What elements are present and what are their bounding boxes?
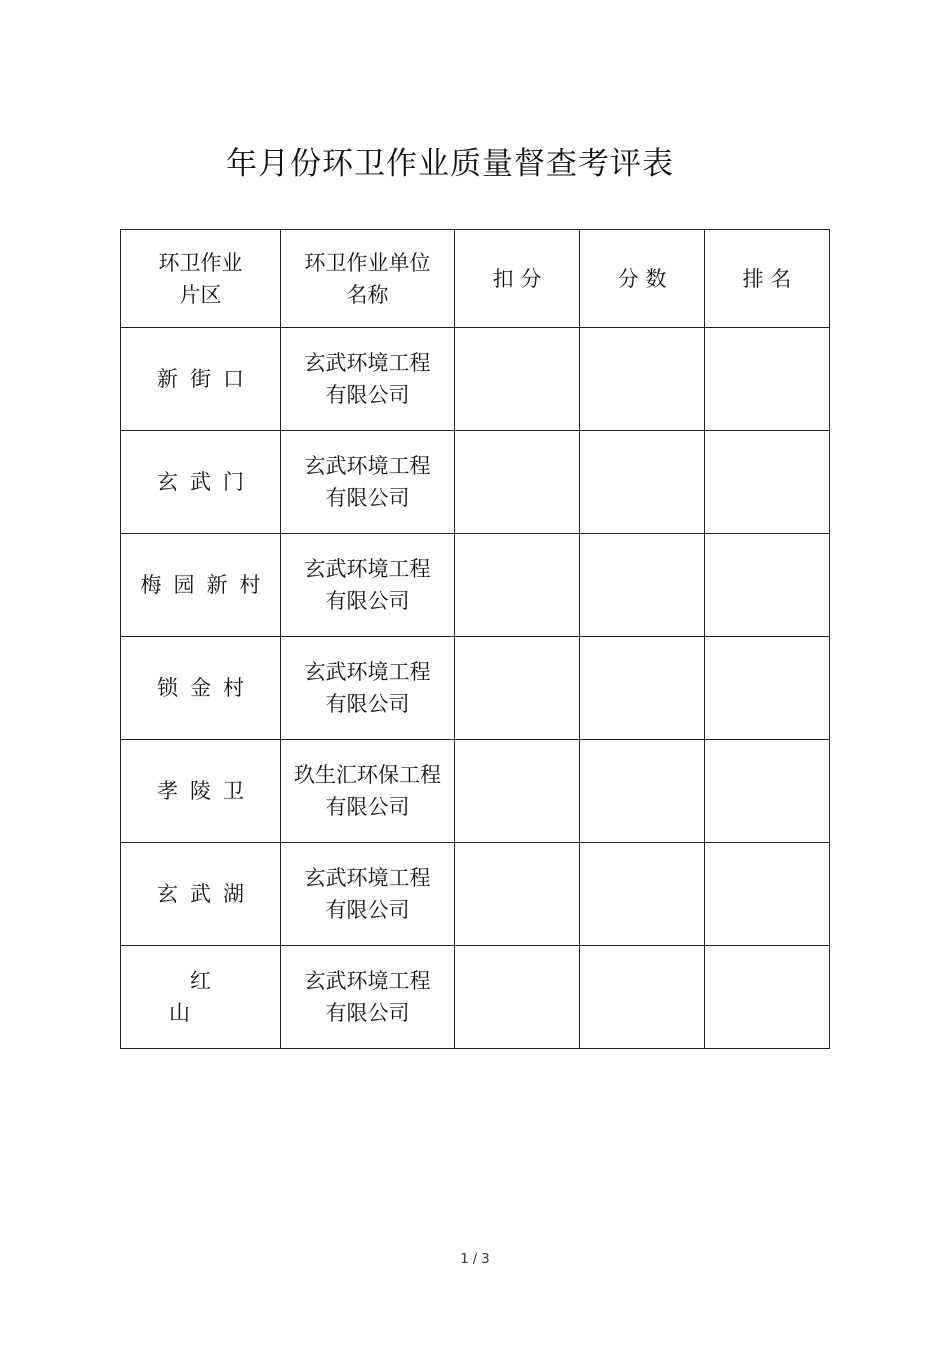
header-unit (281, 230, 455, 328)
area-name: 玄武门 (157, 470, 256, 494)
area-name: 红山 (169, 969, 253, 1025)
header-area-line1: 环卫作业 (158, 250, 243, 275)
cell-area (121, 637, 281, 740)
header-unit-line1: 环卫作业单位 (304, 250, 431, 275)
cell-area (121, 534, 281, 637)
table-header-row (121, 230, 830, 328)
document-title: 年月份环卫作业质量督查考评表 (226, 146, 674, 182)
unit-name-line1: 玄武环境工程 (304, 866, 431, 890)
cell-unit (281, 328, 455, 431)
header-deduction (455, 230, 580, 328)
cell-unit (281, 534, 455, 637)
header-score-label: 分 数 (617, 266, 667, 291)
area-name: 梅园新村 (140, 573, 273, 597)
cell-area (121, 946, 281, 1049)
cell-rank[interactable] (705, 946, 830, 1049)
cell-score[interactable] (580, 431, 705, 534)
cell-rank[interactable] (705, 534, 830, 637)
cell-unit (281, 740, 455, 843)
table-row (121, 740, 830, 843)
table-row (121, 637, 830, 740)
header-area (121, 230, 281, 328)
unit-name-line1: 玄武环境工程 (304, 660, 431, 684)
unit-name-line1: 玖生汇环保工程 (294, 763, 441, 787)
cell-deduction[interactable] (455, 946, 580, 1049)
cell-area (121, 740, 281, 843)
unit-name-line1: 玄武环境工程 (304, 351, 431, 375)
cell-rank[interactable] (705, 740, 830, 843)
cell-rank[interactable] (705, 637, 830, 740)
table-row (121, 946, 830, 1049)
cell-unit (281, 946, 455, 1049)
cell-unit (281, 637, 455, 740)
cell-unit (281, 843, 455, 946)
cell-deduction[interactable] (455, 431, 580, 534)
header-rank-label: 排 名 (742, 266, 792, 291)
unit-name-line2: 有限公司 (325, 589, 410, 613)
unit-name-line1: 玄武环境工程 (304, 454, 431, 478)
cell-deduction[interactable] (455, 328, 580, 431)
unit-name-line2: 有限公司 (325, 795, 410, 819)
header-unit-line2: 名称 (346, 282, 389, 307)
table-row (121, 328, 830, 431)
cell-rank[interactable] (705, 328, 830, 431)
header-score (580, 230, 705, 328)
cell-score[interactable] (580, 843, 705, 946)
header-area-line2: 片区 (179, 282, 222, 307)
area-name: 玄武湖 (157, 882, 256, 906)
unit-name-line1: 玄武环境工程 (304, 969, 431, 993)
page-indicator: 1 / 3 (460, 1252, 490, 1267)
unit-name-line2: 有限公司 (325, 486, 410, 510)
table-body (121, 328, 830, 1049)
cell-area (121, 843, 281, 946)
unit-name-line2: 有限公司 (325, 1001, 410, 1025)
table-row (121, 843, 830, 946)
header-rank (705, 230, 830, 328)
evaluation-table (120, 229, 830, 1049)
unit-name-line2: 有限公司 (325, 383, 410, 407)
cell-deduction[interactable] (455, 637, 580, 740)
table-row (121, 431, 830, 534)
area-name: 孝陵卫 (157, 779, 256, 803)
header-deduction-label: 扣 分 (492, 266, 542, 291)
area-name: 新街口 (157, 367, 256, 391)
cell-rank[interactable] (705, 843, 830, 946)
cell-area (121, 328, 281, 431)
cell-deduction[interactable] (455, 843, 580, 946)
unit-name-line2: 有限公司 (325, 692, 410, 716)
cell-score[interactable] (580, 328, 705, 431)
table-row (121, 534, 830, 637)
cell-deduction[interactable] (455, 534, 580, 637)
unit-name-line2: 有限公司 (325, 898, 410, 922)
cell-score[interactable] (580, 740, 705, 843)
cell-area (121, 431, 281, 534)
cell-deduction[interactable] (455, 740, 580, 843)
cell-score[interactable] (580, 946, 705, 1049)
cell-score[interactable] (580, 534, 705, 637)
cell-unit (281, 431, 455, 534)
cell-rank[interactable] (705, 431, 830, 534)
cell-score[interactable] (580, 637, 705, 740)
area-name: 锁金村 (157, 676, 256, 700)
unit-name-line1: 玄武环境工程 (304, 557, 431, 581)
